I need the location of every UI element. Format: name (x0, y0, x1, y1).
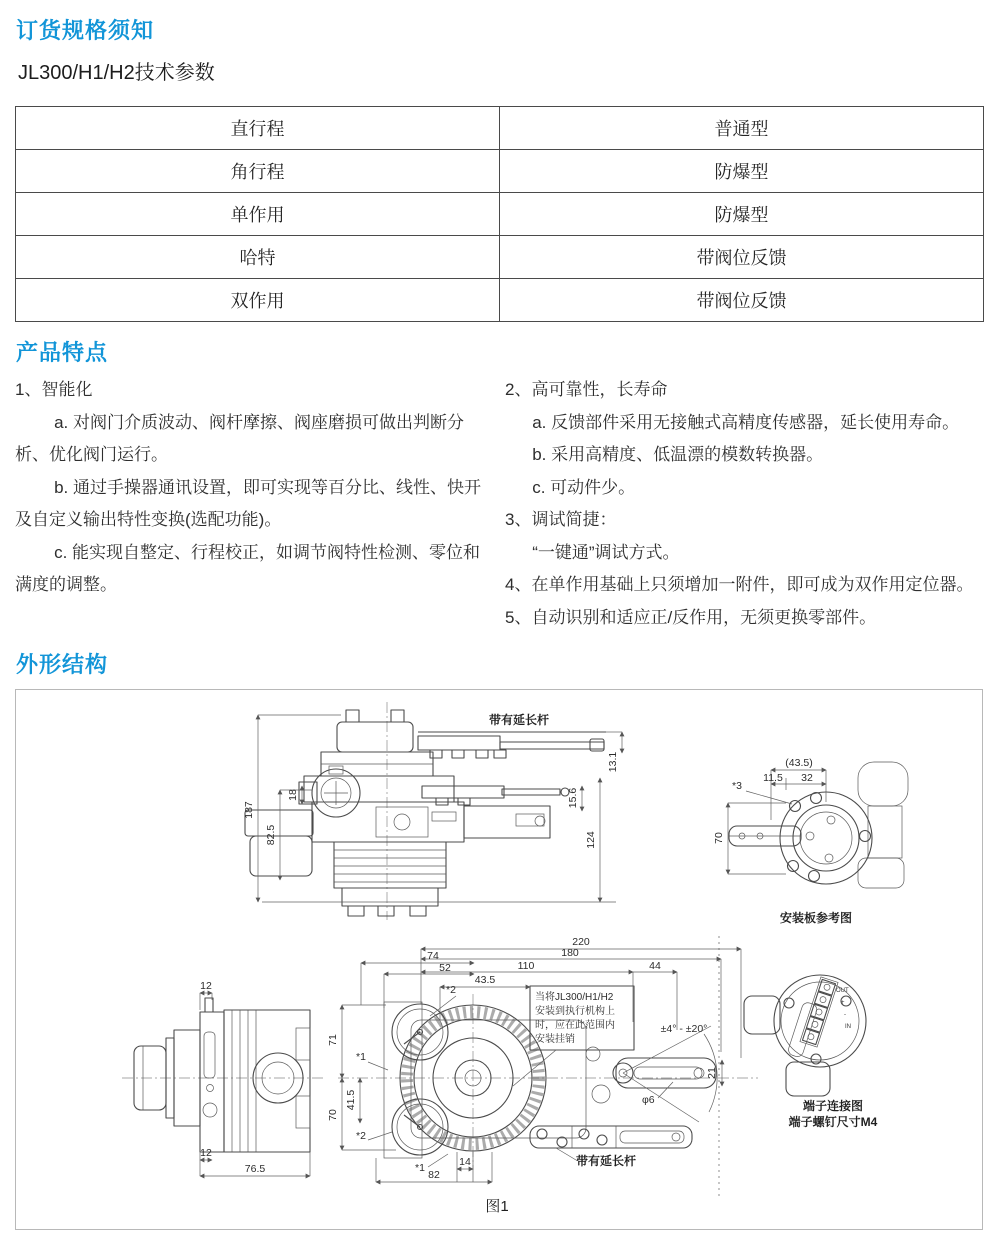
dim-43-5: 43.5 (474, 974, 496, 986)
section-title-features: 产品特点 (16, 340, 109, 365)
features-column-left (15, 374, 493, 634)
dim-32: 32 (801, 772, 813, 784)
terminal-caption-line1: 端子连接图 (802, 1099, 864, 1113)
dim-41-5: 41.5 (345, 1089, 357, 1111)
spec-table (15, 106, 984, 322)
spec-key: 双作用 (16, 279, 500, 322)
dim-phi6: φ6 (642, 1094, 655, 1106)
dim-21: 21 (706, 1067, 718, 1079)
dim-124: 124 (585, 831, 597, 849)
terminal-label-in: IN (845, 1024, 851, 1030)
terminal-caption-line2: 端子螺钉尺寸M4 (788, 1115, 878, 1129)
note-star1-bottom: *1 (415, 1162, 425, 1174)
note-star1-top: *1 (356, 1051, 366, 1063)
dim-11-5: 11.5 (763, 772, 783, 784)
spec-value: 防爆型 (500, 150, 984, 193)
drawing-left-side-view (122, 980, 326, 1176)
feature-item: 1、智能化 (15, 380, 93, 399)
dim-14: 14 (459, 1156, 471, 1168)
feature-item: a. 反馈部件采用无接触式高精度传感器，延长使用寿命。 (532, 412, 960, 432)
note-line-1: 当将JL300/H1/H2 (535, 992, 614, 1003)
spec-key: 哈特 (16, 236, 500, 279)
dim-13-1: 13.1 (607, 751, 619, 773)
note-star2-bottom: *2 (356, 1130, 366, 1142)
feature-item: c. 能实现自整定、行程校正，如调节阀特性检测、零位和满度的调整。 (15, 542, 481, 594)
figure-caption: 图1 (485, 1198, 509, 1215)
feature-item: a. 对阀门介质波动、阀杆摩擦、阀座磨损可做出判断分析、优化阀门运行。 (15, 412, 464, 464)
terminal-label-plus: + (841, 1000, 845, 1006)
note-line-3: 时，应在此范围内 (535, 1020, 615, 1031)
dim-187: 187 (243, 801, 255, 819)
feature-item: “一键通”调试方式。 (532, 542, 680, 562)
section-title-structure: 外形结构 (16, 652, 109, 677)
mounting-plate-caption: 安装板参考图 (779, 911, 853, 925)
dim-76-5: 76.5 (244, 1163, 266, 1175)
dim-15-6: 15.6 (567, 787, 579, 809)
angle-range-label: ±4° - ±20° (660, 1023, 708, 1035)
feature-item: b. 通过手操器通讯设置，即可实现等百分比、线性、快开及自定义输出特性变换(选配功能)。 (15, 477, 481, 529)
feature-item: 5、自动识别和适应正/反作用，无须更换零部件。 (505, 607, 877, 627)
dim-110: 110 (517, 960, 535, 972)
drawing-terminal-diagram (744, 975, 878, 1129)
drawing-mounting-plate (713, 757, 908, 925)
spec-key: 单作用 (16, 193, 500, 236)
feature-item: b. 采用高精度、低温漂的模数转换器。 (532, 445, 824, 464)
subtitle-tech-params: JL300/H1/H2技术参数 (18, 62, 215, 84)
dim-74: 74 (427, 950, 439, 962)
spec-table-row (16, 107, 984, 150)
section-title-ordering: 订货规格须知 (16, 18, 155, 43)
spec-value: 普通型 (500, 107, 984, 150)
dim-71: 71 (327, 1034, 339, 1046)
feature-item: 3、调试简捷： (505, 510, 617, 529)
technical-drawing (16, 690, 982, 1229)
dim-12-bottom: 12 (200, 1147, 212, 1159)
note-star2-top: *2 (446, 984, 456, 996)
note-line-4: 安装挂销 (535, 1034, 575, 1045)
drawing-front-view (327, 936, 758, 1198)
spec-table-row (16, 193, 984, 236)
features-section (15, 374, 991, 634)
note-star3: *3 (732, 780, 742, 792)
dim-18: 18 (287, 789, 299, 801)
dim-43-5-paren: (43.5) (785, 757, 813, 769)
extension-rod-label: 带有延长杆 (488, 713, 550, 727)
dim-82: 82 (428, 1169, 440, 1181)
features-column-right (505, 374, 991, 634)
spec-table-row (16, 150, 984, 193)
dim-70-front: 70 (327, 1109, 339, 1121)
figure-outline-structure (15, 689, 983, 1230)
spec-key: 直行程 (16, 107, 500, 150)
feature-item: c. 可动件少。 (532, 477, 636, 497)
terminal-label-out: OUT (836, 988, 849, 994)
extension-rod-label-bottom: 带有延长杆 (575, 1154, 637, 1168)
spec-value: 带阀位反馈 (500, 236, 984, 279)
note-line-2: 安装到执行机构上 (535, 1006, 615, 1017)
spec-table-row (16, 279, 984, 322)
dim-180: 180 (561, 947, 579, 959)
terminal-label-minus: - (844, 1012, 846, 1018)
spec-table-row (16, 236, 984, 279)
dim-70-plate: 70 (713, 832, 725, 844)
dim-220: 220 (572, 936, 590, 948)
dim-12-top: 12 (200, 980, 212, 992)
spec-value: 防爆型 (500, 193, 984, 236)
dim-52: 52 (439, 962, 451, 974)
dim-44: 44 (649, 960, 661, 972)
drawing-side-view (243, 702, 622, 920)
spec-key: 角行程 (16, 150, 500, 193)
feature-item: 4、在单作用基础上只须增加一附件，即可成为双作用定位器。 (505, 575, 974, 594)
dim-82-5: 82.5 (265, 824, 277, 846)
spec-value: 带阀位反馈 (500, 279, 984, 322)
feature-item: 2、高可靠性，长寿命 (505, 380, 668, 399)
